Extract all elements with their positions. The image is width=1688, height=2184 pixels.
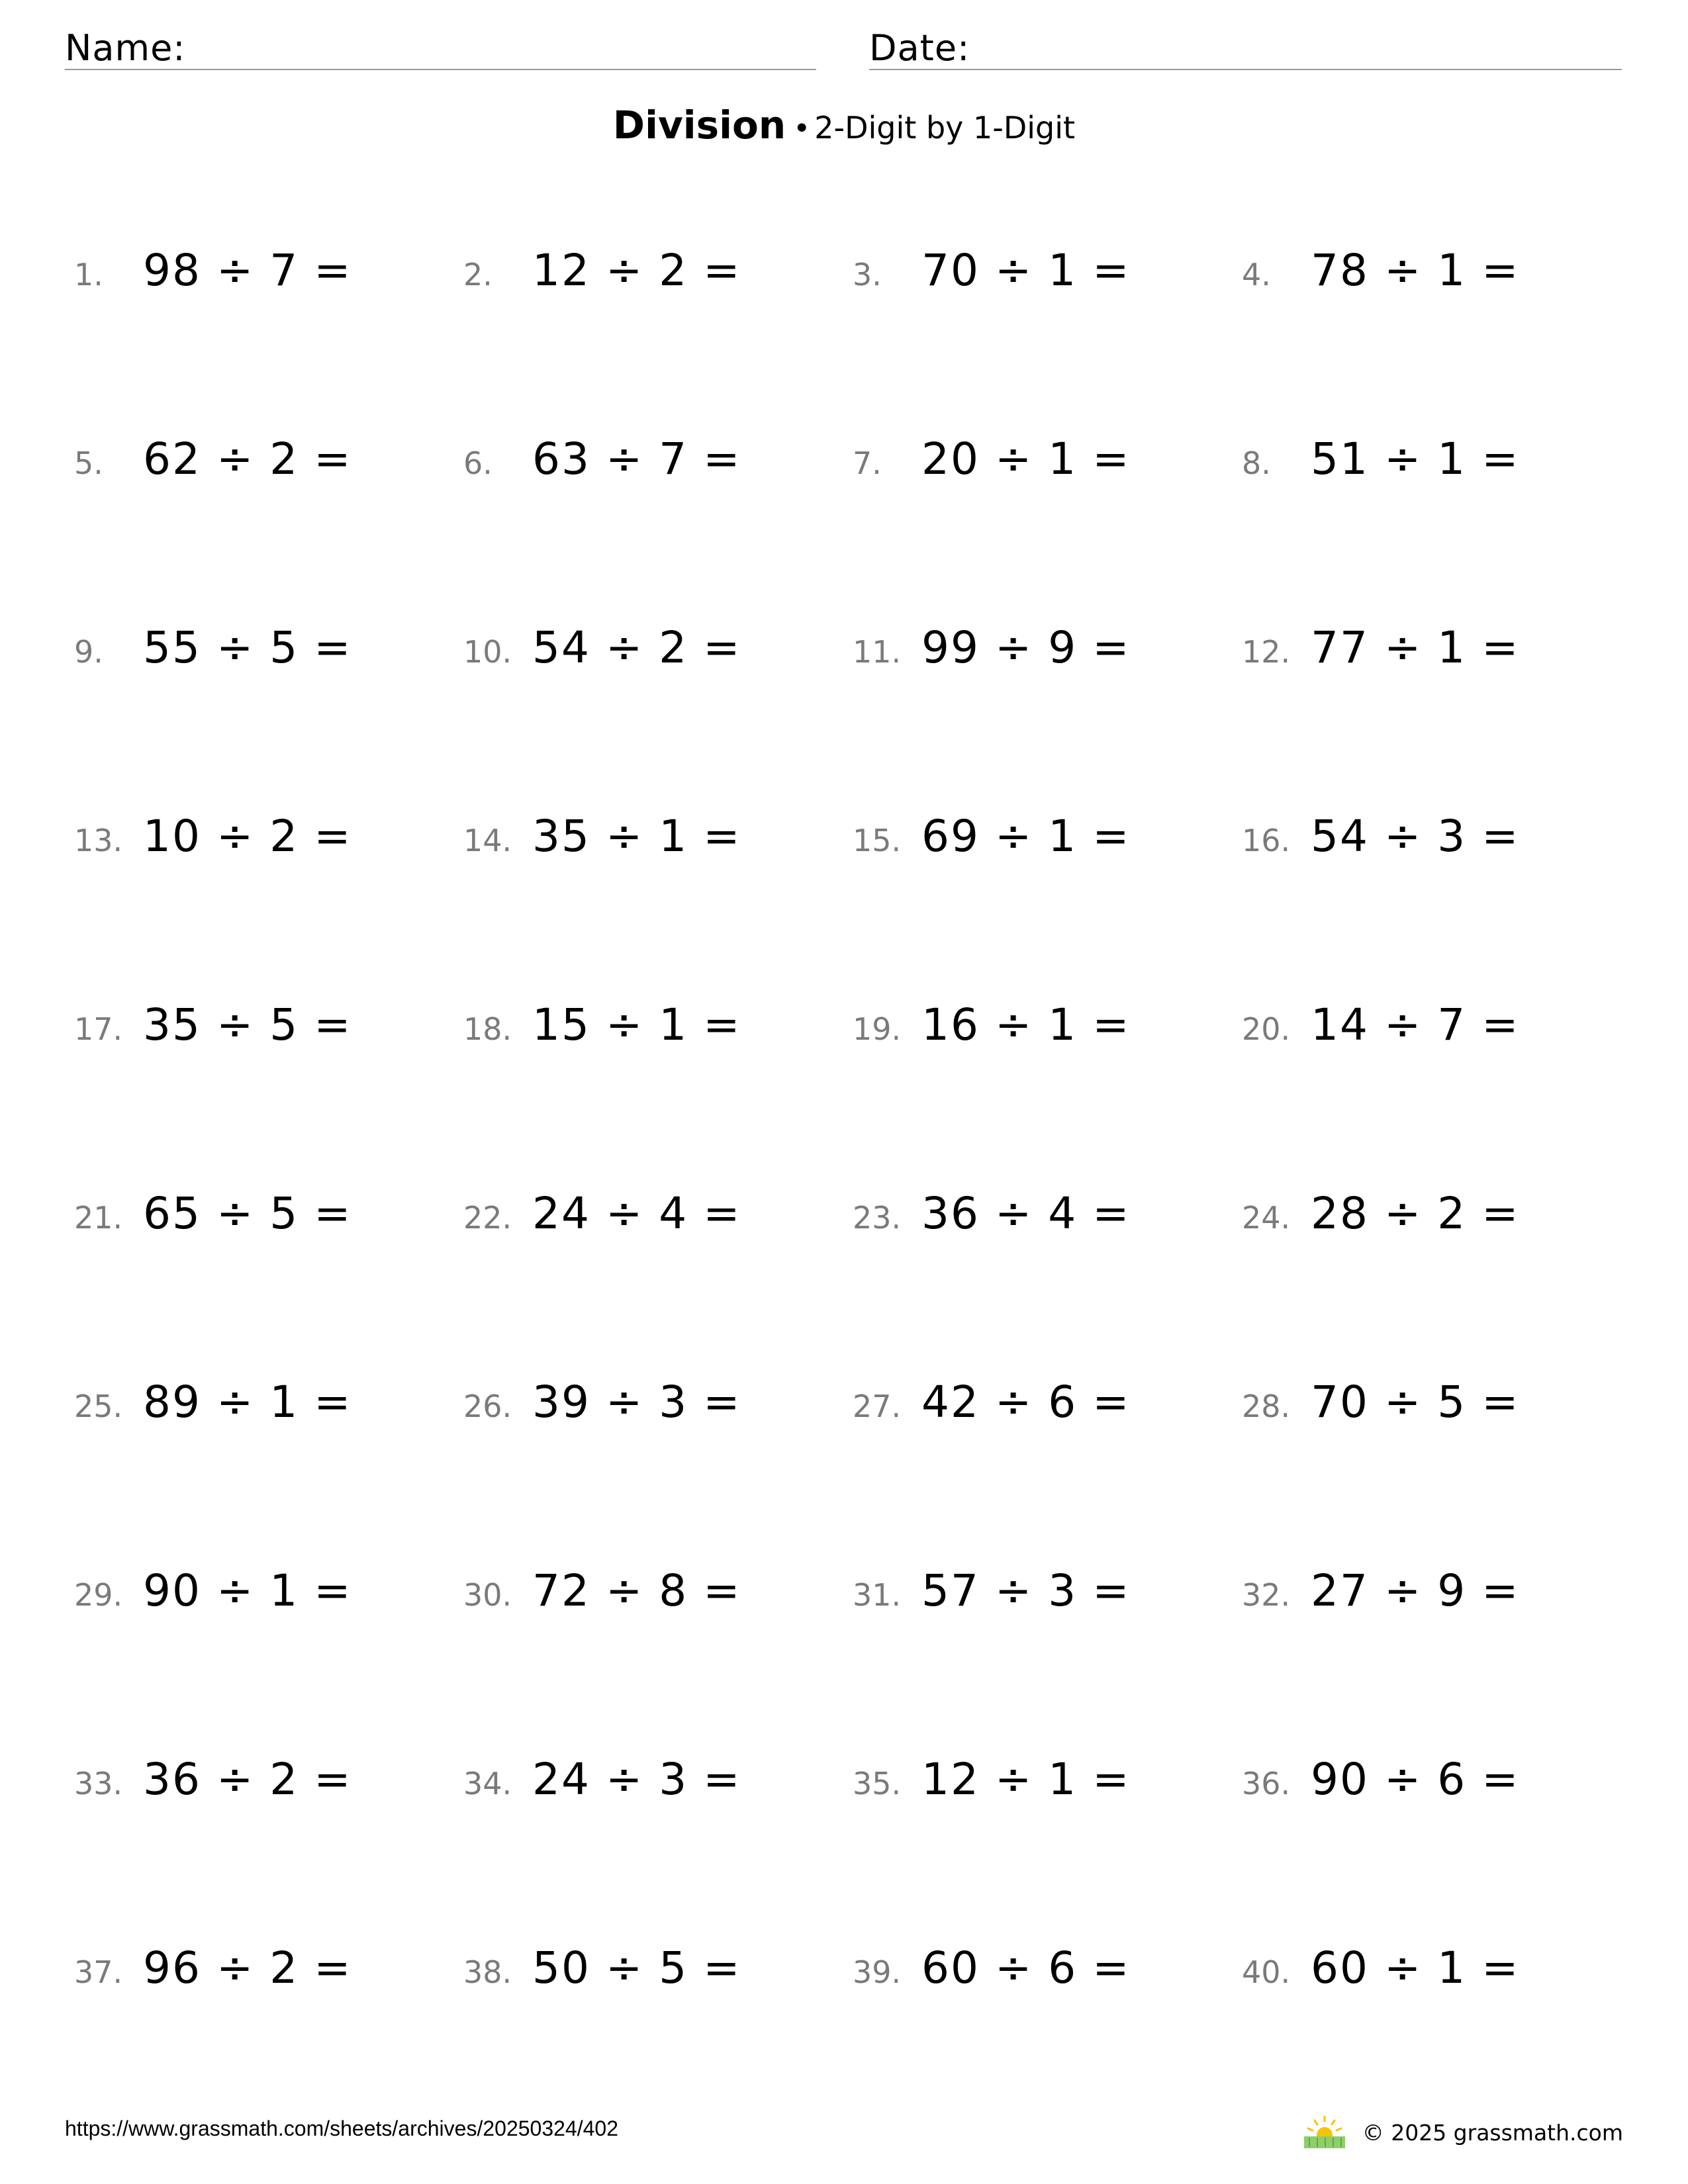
title-separator: • <box>793 112 811 146</box>
problem-number: 7. <box>853 445 882 481</box>
problem-expression: 96 ÷ 2 = <box>143 1942 352 1993</box>
problem-item <box>463 1188 853 1254</box>
problem-expression: 69 ÷ 1 = <box>921 811 1131 862</box>
problem-item <box>853 245 1242 311</box>
problem-expression: 12 ÷ 1 = <box>921 1754 1131 1805</box>
problem-number: 14. <box>463 823 512 858</box>
problem-expression: 39 ÷ 3 = <box>532 1377 741 1428</box>
problem-item <box>463 1377 853 1443</box>
problem-item <box>74 622 463 688</box>
problem-item <box>74 433 463 500</box>
problem-expression: 78 ÷ 1 = <box>1311 245 1520 296</box>
problem-number: 31. <box>853 1577 902 1613</box>
problem-item <box>1242 245 1631 311</box>
problem-expression: 77 ÷ 1 = <box>1311 622 1520 673</box>
date-label: Date: <box>869 27 970 69</box>
problem-item <box>74 1188 463 1254</box>
problem-item <box>853 1565 1242 1631</box>
problem-item <box>1242 1942 1631 2009</box>
problem-expression: 36 ÷ 2 = <box>143 1754 352 1805</box>
problem-item <box>74 811 463 877</box>
problem-expression: 72 ÷ 8 = <box>532 1565 741 1616</box>
problem-number: 5. <box>74 445 103 481</box>
name-field[interactable] <box>65 20 816 70</box>
name-label: Name: <box>65 27 186 69</box>
problem-item <box>1242 1565 1631 1631</box>
problem-number: 19. <box>853 1011 902 1047</box>
problem-expression: 42 ÷ 6 = <box>921 1377 1131 1428</box>
problem-expression: 98 ÷ 7 = <box>143 245 352 296</box>
problem-expression: 36 ÷ 4 = <box>921 1188 1131 1239</box>
problem-expression: 28 ÷ 2 = <box>1311 1188 1520 1239</box>
problem-expression: 57 ÷ 3 = <box>921 1565 1131 1616</box>
problem-expression: 99 ÷ 9 = <box>921 622 1131 673</box>
problem-item <box>1242 811 1631 877</box>
problem-expression: 60 ÷ 1 = <box>1311 1942 1520 1993</box>
problem-expression: 70 ÷ 5 = <box>1311 1377 1520 1428</box>
problem-expression: 89 ÷ 1 = <box>143 1377 352 1428</box>
problem-number: 10. <box>463 634 512 670</box>
problem-item <box>853 433 1242 500</box>
problem-expression: 24 ÷ 3 = <box>532 1754 741 1805</box>
problem-number: 17. <box>74 1011 123 1047</box>
problem-item <box>1242 1377 1631 1443</box>
problem-number: 11. <box>853 634 902 670</box>
problem-item <box>74 1754 463 1820</box>
problem-expression: 15 ÷ 1 = <box>532 999 741 1050</box>
problem-expression: 16 ÷ 1 = <box>921 999 1131 1050</box>
problem-number: 26. <box>463 1388 512 1424</box>
problem-number: 9. <box>74 634 103 670</box>
problem-number: 8. <box>1242 445 1271 481</box>
problem-number: 12. <box>1242 634 1291 670</box>
problem-item <box>463 622 853 688</box>
footer-brand <box>1301 2115 1623 2150</box>
problem-item <box>463 1754 853 1820</box>
problem-number: 35. <box>853 1766 902 1801</box>
problem-expression: 35 ÷ 5 = <box>143 999 352 1050</box>
title-subtitle: 2-Digit by 1-Digit <box>814 110 1076 146</box>
problem-number: 15. <box>853 823 902 858</box>
problem-item <box>463 433 853 500</box>
problem-expression: 24 ÷ 4 = <box>532 1188 741 1239</box>
problem-item <box>463 999 853 1066</box>
problem-number: 23. <box>853 1200 902 1236</box>
problem-expression: 55 ÷ 5 = <box>143 622 352 673</box>
problem-number: 21. <box>74 1200 123 1236</box>
problem-item <box>853 1754 1242 1820</box>
problem-item <box>74 1377 463 1443</box>
problem-expression: 63 ÷ 7 = <box>532 433 741 484</box>
problem-expression: 90 ÷ 1 = <box>143 1565 352 1616</box>
problem-number: 4. <box>1242 257 1271 293</box>
problem-expression: 14 ÷ 7 = <box>1311 999 1520 1050</box>
problem-number: 33. <box>74 1766 123 1801</box>
problem-item <box>74 1565 463 1631</box>
worksheet-title <box>0 103 1688 148</box>
problem-number: 29. <box>74 1577 123 1613</box>
problem-number: 6. <box>463 445 492 481</box>
problem-number: 2. <box>463 257 492 293</box>
problem-number: 39. <box>853 1954 902 1990</box>
problem-number: 16. <box>1242 823 1291 858</box>
problem-item <box>74 1942 463 2009</box>
problem-expression: 62 ÷ 2 = <box>143 433 352 484</box>
copyright-text: © 2025 grassmath.com <box>1362 2119 1623 2146</box>
problem-number: 37. <box>74 1954 123 1990</box>
problem-item <box>74 245 463 311</box>
problem-number: 24. <box>1242 1200 1291 1236</box>
problem-item <box>853 1188 1242 1254</box>
problem-item <box>463 811 853 877</box>
problem-number: 27. <box>853 1388 902 1424</box>
problem-expression: 65 ÷ 5 = <box>143 1188 352 1239</box>
problem-expression: 90 ÷ 6 = <box>1311 1754 1520 1805</box>
problem-expression: 51 ÷ 1 = <box>1311 433 1520 484</box>
problem-expression: 60 ÷ 6 = <box>921 1942 1131 1993</box>
problem-number: 1. <box>74 257 103 293</box>
problem-item <box>1242 999 1631 1066</box>
problem-number: 25. <box>74 1388 123 1424</box>
problem-item <box>463 1565 853 1631</box>
footer-url[interactable]: https://www.grassmath.com/sheets/archives/20250324/402 <box>65 2116 618 2140</box>
problem-item <box>853 1377 1242 1443</box>
problem-number: 40. <box>1242 1954 1291 1990</box>
problem-item <box>1242 1754 1631 1820</box>
problem-item <box>853 1942 1242 2009</box>
title-main: Division <box>612 103 786 148</box>
problem-item <box>1242 433 1631 500</box>
problem-expression: 35 ÷ 1 = <box>532 811 741 862</box>
problem-expression: 54 ÷ 3 = <box>1311 811 1520 862</box>
problem-expression: 54 ÷ 2 = <box>532 622 741 673</box>
problem-expression: 12 ÷ 2 = <box>532 245 741 296</box>
problem-item <box>853 999 1242 1066</box>
problem-expression: 10 ÷ 2 = <box>143 811 352 862</box>
problem-number: 3. <box>853 257 882 293</box>
problem-number: 34. <box>463 1766 512 1801</box>
sun-over-grass-icon <box>1301 2115 1348 2150</box>
problem-number: 32. <box>1242 1577 1291 1613</box>
date-field[interactable] <box>869 20 1622 70</box>
problem-item <box>853 622 1242 688</box>
problem-number: 38. <box>463 1954 512 1990</box>
problem-grid <box>0 245 1688 2131</box>
problem-expression: 20 ÷ 1 = <box>921 433 1131 484</box>
problem-item <box>463 245 853 311</box>
problem-expression: 27 ÷ 9 = <box>1311 1565 1520 1616</box>
problem-item <box>853 811 1242 877</box>
problem-number: 20. <box>1242 1011 1291 1047</box>
problem-number: 28. <box>1242 1388 1291 1424</box>
problem-number: 13. <box>74 823 123 858</box>
problem-number: 36. <box>1242 1766 1291 1801</box>
problem-item <box>74 999 463 1066</box>
problem-item <box>1242 622 1631 688</box>
problem-number: 30. <box>463 1577 512 1613</box>
problem-number: 18. <box>463 1011 512 1047</box>
problem-expression: 50 ÷ 5 = <box>532 1942 741 1993</box>
problem-item <box>463 1942 853 2009</box>
problem-item <box>1242 1188 1631 1254</box>
problem-expression: 70 ÷ 1 = <box>921 245 1131 296</box>
problem-number: 22. <box>463 1200 512 1236</box>
